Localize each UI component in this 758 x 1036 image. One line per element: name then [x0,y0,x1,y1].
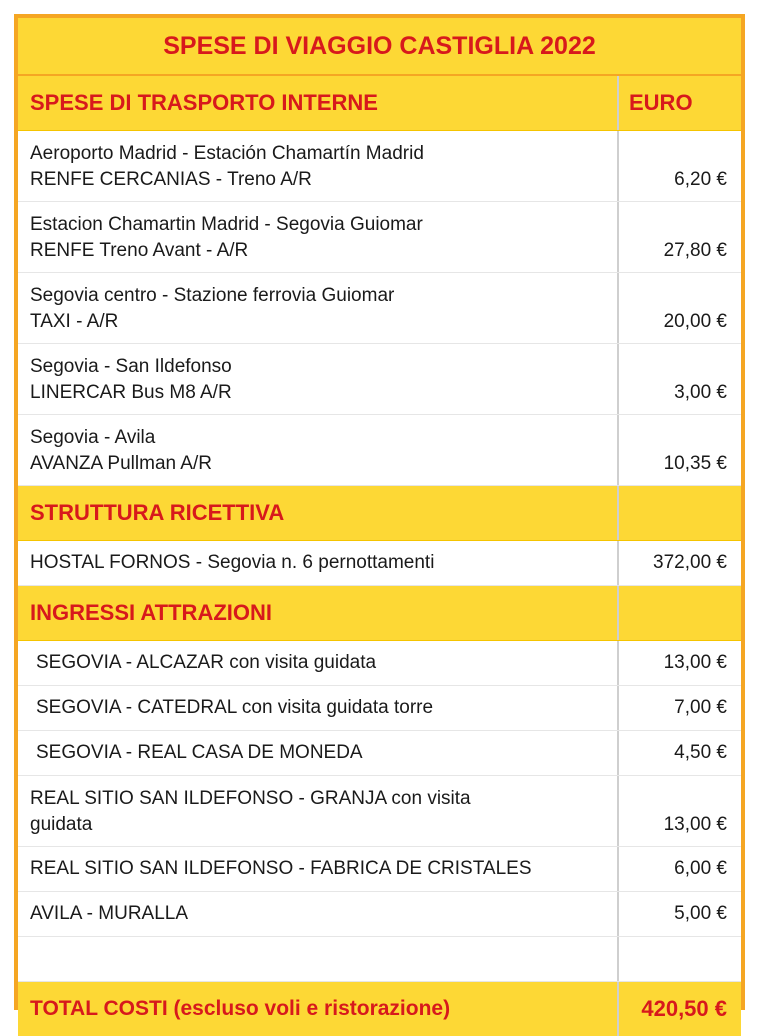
row-amount: 4,50 € [674,742,727,763]
row-description [18,202,619,272]
total-amount: 420,50 € [641,996,727,1021]
row-line1: Segovia - Avila [30,427,156,448]
row-description [18,344,619,414]
currency-header: EURO [629,90,693,115]
table-row [18,641,741,686]
row-description: SEGOVIA - REAL CASA DE MONEDA [18,731,619,775]
empty-row [18,937,741,982]
row-line2: AVANZA Pullman A/R [30,453,212,474]
row-amount: 10,35 € [663,453,727,474]
row-line1: Segovia - San Ildefonso [30,356,232,377]
header-empty-cell [619,486,741,540]
attractions-section-header [18,586,741,641]
table-row [18,731,741,776]
table-row [18,344,741,415]
total-label: TOTAL COSTI (escluso voli e ristorazione) [18,982,619,1036]
empty-cell [18,937,619,981]
row-amount: 372,00 € [653,552,727,573]
transport-section-header [18,76,741,131]
table-row [18,202,741,273]
table-row [18,273,741,344]
row-amount: 5,00 € [674,903,727,924]
row-description [18,776,619,846]
row-amount: 20,00 € [663,311,727,332]
row-description: SEGOVIA - CATEDRAL con visita guidata torre [18,686,619,730]
attractions-header-label: INGRESSI ATTRAZIONI [18,586,619,640]
row-description: HOSTAL FORNOS - Segovia n. 6 pernottamenti [18,541,619,585]
table-row [18,131,741,202]
row-amount: 6,00 € [674,858,727,879]
row-line2: RENFE CERCANIAS - Treno A/R [30,169,312,190]
row-line2: RENFE Treno Avant - A/R [30,240,249,261]
row-line2: guidata [30,814,93,835]
total-row [18,982,741,1036]
row-amount: 7,00 € [674,697,727,718]
row-line1: Segovia centro - Stazione ferrovia Guiomar [30,285,395,306]
table-row [18,847,741,892]
transport-header-label: SPESE DI TRASPORTO INTERNE [18,76,619,130]
page-title: SPESE DI VIAGGIO CASTIGLIA 2022 [18,18,741,76]
table-row [18,686,741,731]
row-amount: 13,00 € [663,814,727,835]
row-description: AVILA - MURALLA [18,892,619,936]
row-line2: TAXI - A/R [30,311,119,332]
table-row [18,892,741,937]
row-line2: LINERCAR Bus M8 A/R [30,382,232,403]
row-description: REAL SITIO SAN ILDEFONSO - FABRICA DE CRISTALES [18,847,619,891]
expense-sheet [14,14,745,1021]
row-description [18,273,619,343]
row-line1: Aeroporto Madrid - Estación Chamartín Madrid [30,143,424,164]
row-line1: REAL SITIO SAN ILDEFONSO - GRANJA con visita [30,788,471,809]
row-amount: 6,20 € [674,169,727,190]
table-row [18,415,741,486]
row-description: SEGOVIA - ALCAZAR con visita guidata [18,641,619,685]
header-empty-cell [619,586,741,640]
table-row [18,541,741,586]
row-amount: 3,00 € [674,382,727,403]
row-amount: 13,00 € [663,652,727,673]
table-row [18,776,741,847]
expense-table [18,76,741,1036]
row-description [18,415,619,485]
empty-cell [619,937,741,981]
lodging-section-header [18,486,741,541]
row-line1: Estacion Chamartin Madrid - Segovia Guiomar [30,214,423,235]
row-description [18,131,619,201]
lodging-header-label: STRUTTURA RICETTIVA [18,486,619,540]
row-amount: 27,80 € [663,240,727,261]
